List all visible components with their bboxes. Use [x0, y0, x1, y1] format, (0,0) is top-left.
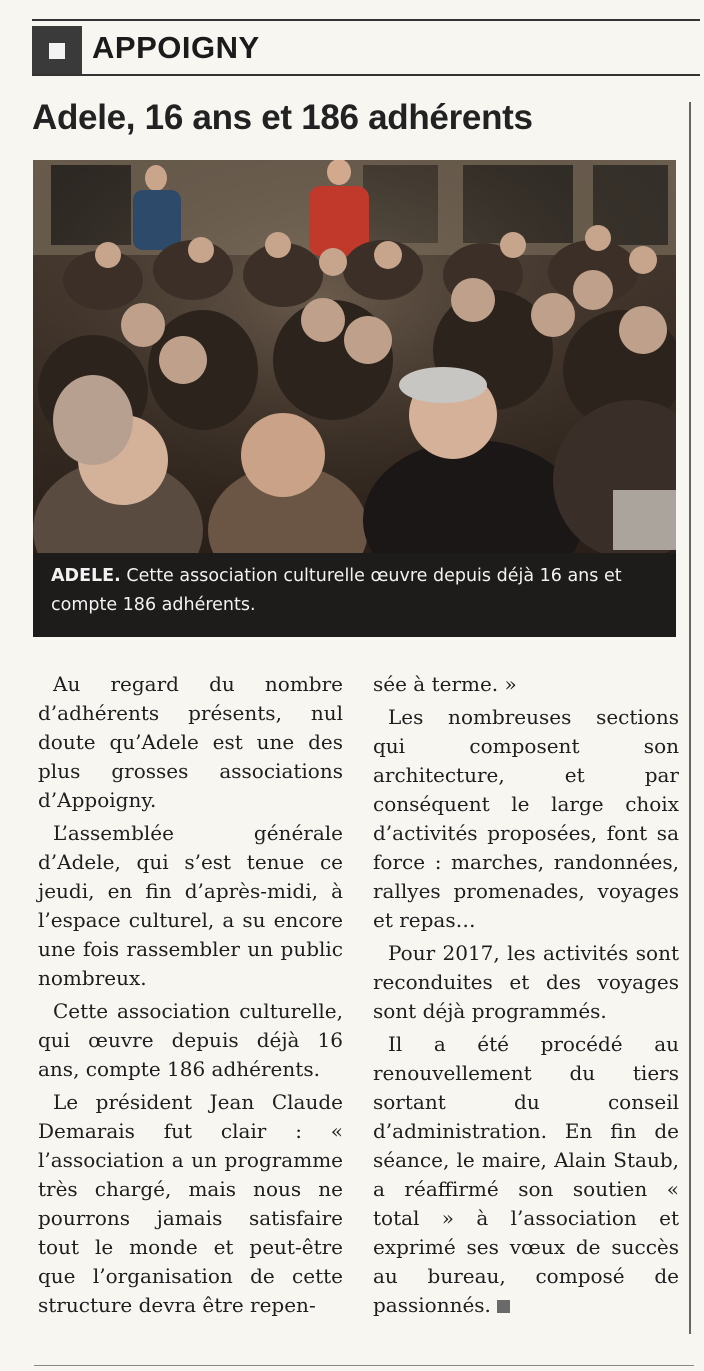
photo-caption	[33, 553, 676, 637]
end-of-article-icon	[497, 1300, 510, 1313]
column-border	[689, 102, 691, 1334]
paragraph-last	[373, 1030, 679, 1320]
section-square-icon	[32, 26, 82, 76]
section-header	[32, 26, 700, 76]
caption-label: ADELE.	[51, 566, 121, 586]
article-headline: Adele, 16 ans et 186 adhérents	[32, 98, 533, 137]
paragraph: Au regard du nombre d’adhérents présents, nul doute qu’Adele est une des plus grosses associations d’Appoigny.	[38, 672, 343, 812]
assembly-audience-photo	[33, 160, 676, 553]
bottom-rule	[34, 1365, 694, 1366]
paragraph: Pour 2017, les activités sont reconduites et des voyages sont déjà programmés.	[373, 941, 679, 1023]
header-rule	[32, 74, 700, 76]
section-title: APPOIGNY	[92, 30, 260, 65]
article-column-right	[373, 670, 679, 1324]
paragraph-continuation: sée à terme. »	[373, 672, 517, 696]
caption-text: Cette association culturelle œuvre depuis déjà 16 ans et compte 186 adhérents.	[51, 566, 622, 615]
article-column-left	[38, 670, 343, 1324]
paragraph: Les nombreuses sections qui composent son architecture, et par conséquent le large choix d’activités proposées, font sa force : marches, randonnées, rallyes promenades, voyages et repas…	[373, 705, 679, 932]
paragraph: Cette association culturelle, qui œuvre depuis déjà 16 ans, compte 186 adhérents.	[38, 999, 343, 1081]
paragraph: L’assemblée générale d’Adele, qui s’est tenue ce jeudi, en fin d’après-midi, à l’espace culturel, a su encore une fois rassembler un public nombreux.	[38, 821, 343, 990]
top-rule	[32, 19, 700, 21]
paragraph-text: Il a été procédé au renouvellement du tiers sortant du conseil d’administration. En fin de séance, le maire, Alain Staub, a réaffirmé son soutien « total » à l’association et exprimé ses vœux de succès au bureau, composé de passionnés.	[373, 1032, 679, 1317]
paragraph: Le président Jean Claude Demarais fut clair : « l’association a un programme très chargé, mais nous ne pourrons jamais satisfaire tout le monde et peut-être que l’organisation de cette structure devra être repen-	[38, 1090, 343, 1317]
article-photo	[33, 160, 676, 637]
